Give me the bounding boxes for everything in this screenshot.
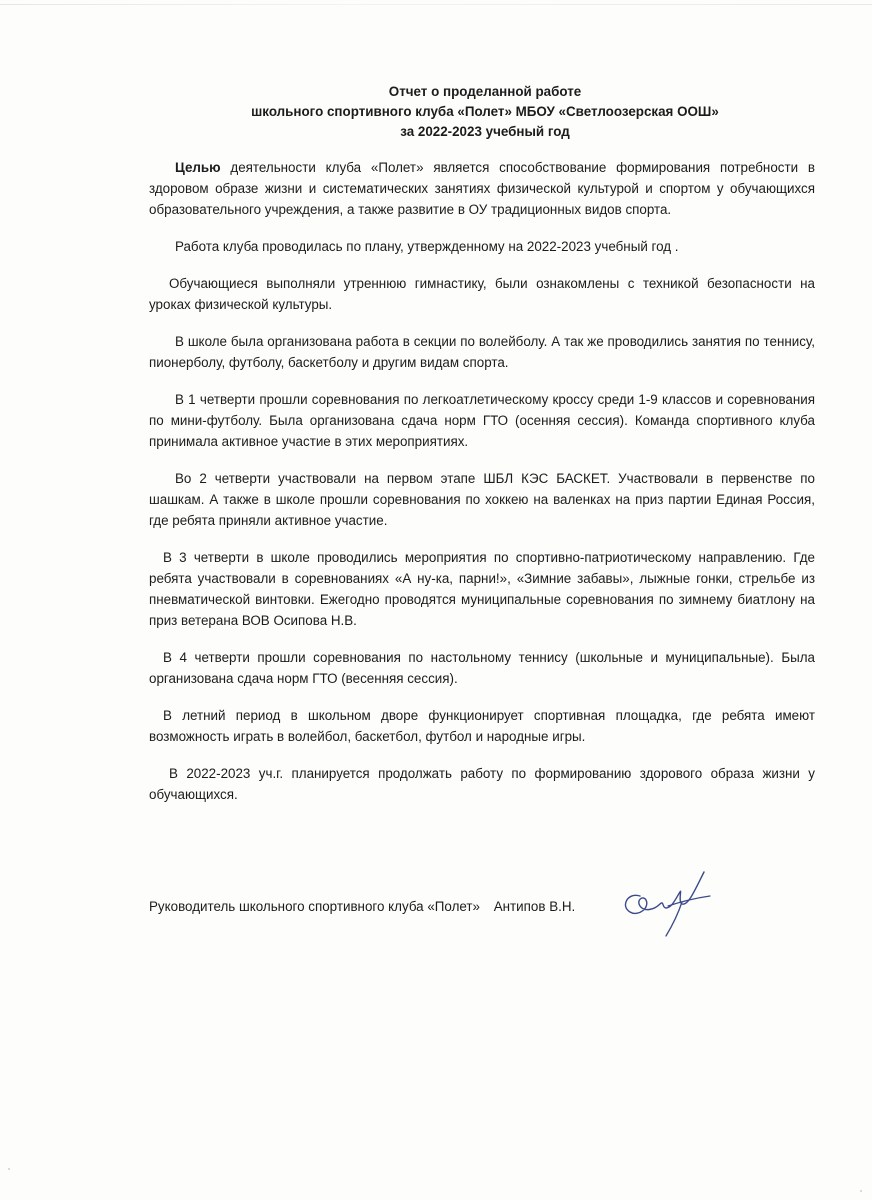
- paragraph-quarter-1: В 1 четверти прошли соревнования по легкоатлетическому кроссу среди 1-9 классов и соревнования по мини-футболу. Была организована сдача норм ГТО (осенняя сессия). Команда спортивного клуба принимала активное участие в этих мероприятиях.: [149, 392, 815, 449]
- scan-edge: [0, 4, 872, 5]
- scan-speck: [860, 1190, 862, 1192]
- report-body: [149, 157, 815, 821]
- title-line-3: за 2022-2023 учебный год: [400, 124, 570, 139]
- paragraph-plan: Работа клуба проводилась по плану, утвержденному на 2022-2023 учебный год .: [175, 239, 679, 254]
- title-line-1: Отчет о проделанной работе: [388, 84, 582, 99]
- scan-speck: [8, 1168, 10, 1170]
- paragraph-quarter-2: Во 2 четверти участвовали на первом этапе ШБЛ КЭС БАСКЕТ. Участвовали в первенстве по шашкам. А также в школе прошли соревнования по хоккею на валенках на приз партии Единая Россия, где ребята приняли активное участие.: [149, 471, 815, 528]
- report-title: [150, 82, 820, 142]
- paragraph-goal: [149, 157, 815, 220]
- goal-text: деятельности клуба «Полет» является способствование формирования потребности в здоровом образе жизни и систематических занятиях физической культурой и спортом у обучающихся образовательного учреждения, а также развитие в ОУ традиционных видов спорта.: [149, 160, 815, 217]
- paragraph-quarter-3: В 3 четверти в школе проводились мероприятия по спортивно-патриотическому направлению. Где ребята участвовали в соревнованиях «А ну-ка, парни!», «Зимние забавы», лыжные гонки, стрельбе из пневматической винтовки. Ежегодно проводятся муниципальные соревнования по зимнему биатлону на приз ветерана ВОВ Осипова Н.В.: [149, 550, 815, 628]
- handwritten-signature: [610, 862, 720, 942]
- paragraph-summer: В летний период в школьном дворе функционирует спортивная площадка, где ребята имеют возможность играть в волейбол, баскетбол, футбол и народные игры.: [149, 708, 815, 744]
- title-line-2: школьного спортивного клуба «Полет» МБОУ «Светлоозерская ООШ»: [251, 104, 719, 119]
- signature-block: [149, 897, 575, 917]
- goal-lead-word: Целью: [175, 160, 221, 175]
- paragraph-sections: В школе была организована работа в секции по волейболу. А так же проводились занятия по теннису, пионерболу, футболу, баскетболу и другим видам спорта.: [149, 334, 815, 370]
- paragraph-plans: В 2022-2023 уч.г. планируется продолжать работу по формированию здорового образа жизни у обучающихся.: [149, 766, 815, 802]
- paragraph-gymnastics: Обучающиеся выполняли утреннюю гимнастику, были ознакомлены с техникой безопасности на уроках физической культуры.: [149, 276, 815, 312]
- signatory-name: Антипов В.Н.: [493, 899, 576, 914]
- signatory-role: Руководитель школьного спортивного клуба «Полет»: [149, 899, 480, 914]
- paragraph-quarter-4: В 4 четверти прошли соревнования по настольному теннису (школьные и муниципальные). Была организована сдача норм ГТО (весенняя сессия).: [149, 650, 815, 686]
